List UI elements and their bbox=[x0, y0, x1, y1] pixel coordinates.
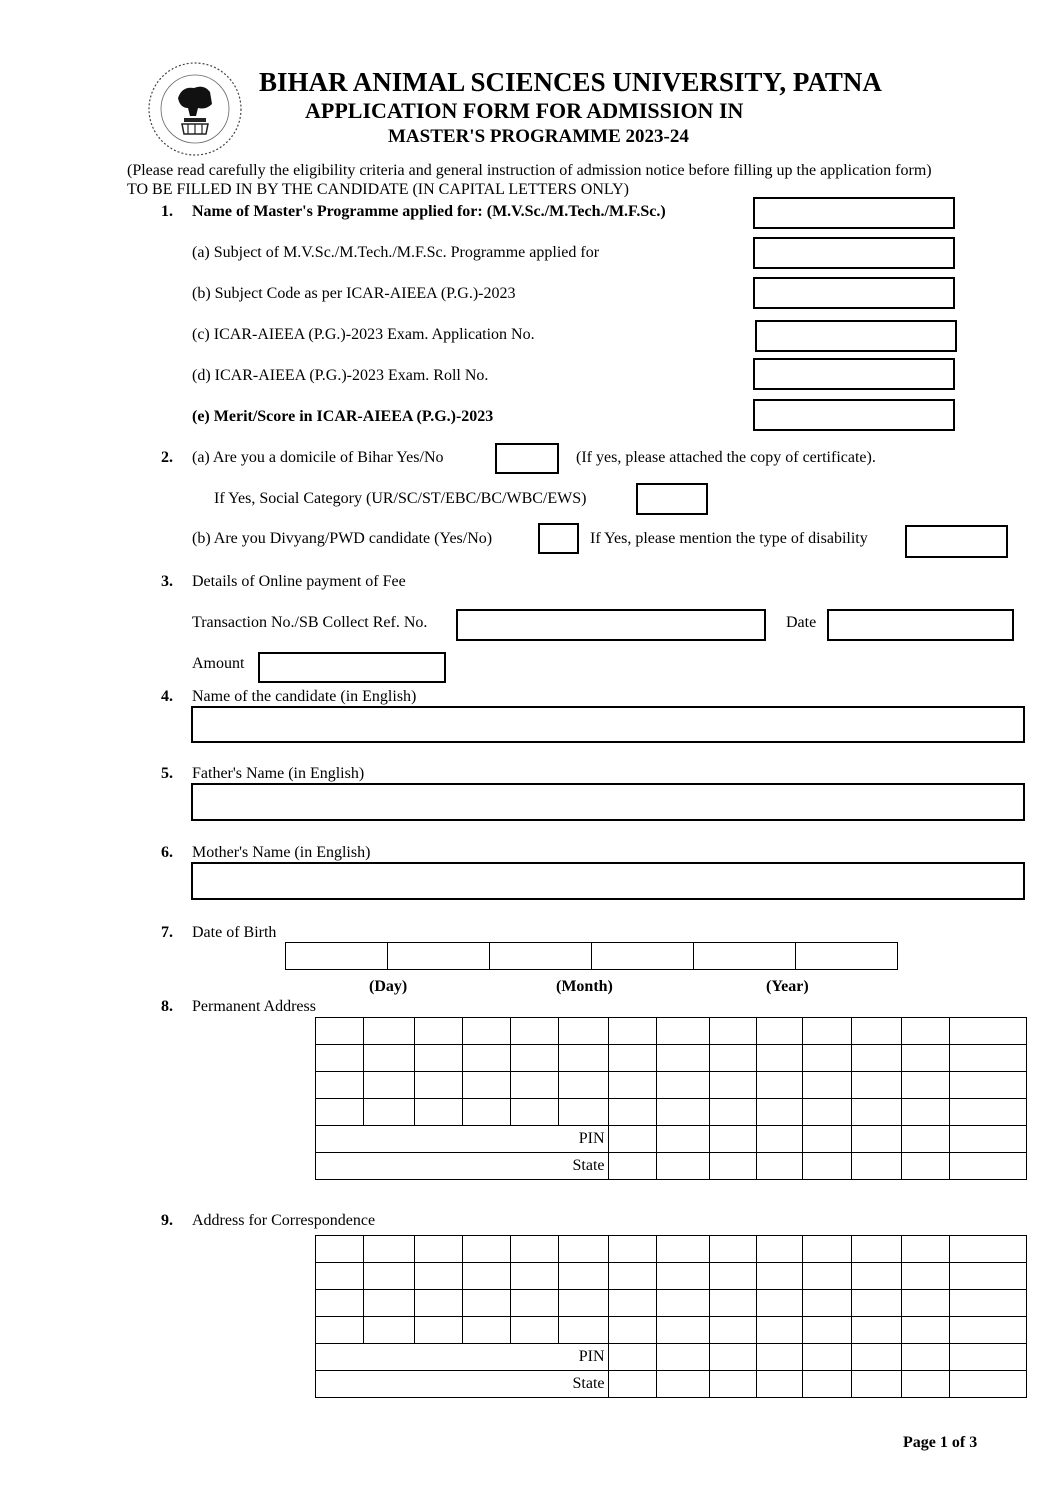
correspondence-address-char-box[interactable] bbox=[558, 1290, 608, 1317]
permanent-address-char-box[interactable] bbox=[462, 1018, 510, 1045]
date-label: Date bbox=[786, 614, 817, 631]
q3-label: Details of Online payment of Fee bbox=[192, 573, 406, 590]
permanent-address-char-box[interactable] bbox=[757, 1018, 803, 1045]
permanent-pin-box[interactable] bbox=[757, 1126, 803, 1153]
permanent-address-char-box[interactable] bbox=[462, 1045, 510, 1072]
dob-year-2[interactable] bbox=[796, 943, 898, 970]
category-label: If Yes, Social Category (UR/SC/ST/EBC/BC/WBC/EWS) bbox=[214, 490, 587, 507]
permanent-address-char-box[interactable] bbox=[363, 1072, 414, 1099]
mother-name-field[interactable] bbox=[191, 862, 1025, 900]
q2b-note: If Yes, please mention the type of disability bbox=[590, 530, 868, 547]
correspondence-address-grid bbox=[315, 1235, 1027, 1398]
permanent-address-char-box[interactable] bbox=[757, 1099, 803, 1126]
correspondence-pin-box[interactable] bbox=[710, 1344, 757, 1371]
programme-title: MASTER'S PROGRAMME 2023-24 bbox=[388, 126, 689, 147]
q1a-label: (a) Subject of M.V.Sc./M.Tech./M.F.Sc. Programme applied for bbox=[192, 244, 600, 261]
correspondence-address-char-box[interactable] bbox=[608, 1236, 657, 1263]
programme-field[interactable] bbox=[753, 197, 955, 229]
q1e-label: (e) Merit/Score in ICAR-AIEEA (P.G.)-2023 bbox=[192, 408, 494, 425]
correspondence-address-char-box[interactable] bbox=[657, 1236, 710, 1263]
permanent-address-char-box[interactable] bbox=[462, 1099, 510, 1126]
dob-year-1[interactable] bbox=[694, 943, 796, 970]
q8-number: 8. bbox=[161, 998, 173, 1015]
correspondence-address-char-box[interactable] bbox=[462, 1263, 510, 1290]
q4-number: 4. bbox=[161, 688, 173, 705]
permanent-address-char-box[interactable] bbox=[363, 1018, 414, 1045]
permanent-state-box[interactable] bbox=[608, 1153, 657, 1180]
permanent-state-box[interactable] bbox=[803, 1153, 852, 1180]
permanent-address-char-box[interactable] bbox=[852, 1018, 902, 1045]
correspondence-pin-box[interactable] bbox=[803, 1344, 852, 1371]
permanent-address-char-box[interactable] bbox=[949, 1018, 1026, 1045]
correspondence-address-char-box[interactable] bbox=[710, 1263, 757, 1290]
q9-number: 9. bbox=[161, 1212, 173, 1229]
permanent-address-char-box[interactable] bbox=[902, 1045, 950, 1072]
q2b-label: (b) Are you Divyang/PWD candidate (Yes/No) bbox=[192, 530, 493, 547]
correspondence-address-char-box[interactable] bbox=[803, 1290, 852, 1317]
correspondence-state-box[interactable] bbox=[852, 1371, 902, 1398]
permanent-address-char-box[interactable] bbox=[462, 1072, 510, 1099]
dob-grid bbox=[285, 942, 898, 970]
form-title: APPLICATION FORM FOR ADMISSION IN bbox=[305, 98, 744, 123]
permanent-address-char-box[interactable] bbox=[363, 1045, 414, 1072]
correspondence-state-box[interactable] bbox=[803, 1371, 852, 1398]
correspondence-address-char-box[interactable] bbox=[902, 1317, 950, 1344]
permanent-address-char-box[interactable] bbox=[657, 1018, 710, 1045]
correspondence-address-char-box[interactable] bbox=[710, 1290, 757, 1317]
correspondence-pin-box[interactable] bbox=[852, 1344, 902, 1371]
correspondence-address-char-box[interactable] bbox=[316, 1263, 364, 1290]
correspondence-state-box[interactable] bbox=[949, 1371, 1026, 1398]
permanent-state-box[interactable] bbox=[902, 1153, 950, 1180]
correspondence-pin-box[interactable] bbox=[608, 1344, 657, 1371]
correspondence-address-char-box[interactable] bbox=[757, 1263, 803, 1290]
correspondence-state-label: State bbox=[316, 1371, 609, 1398]
transaction-label: Transaction No./SB Collect Ref. No. bbox=[192, 614, 428, 631]
permanent-state-box[interactable] bbox=[757, 1153, 803, 1180]
permanent-address-char-box[interactable] bbox=[902, 1018, 950, 1045]
q1b-label: (b) Subject Code as per ICAR-AIEEA (P.G.)-2023 bbox=[192, 285, 516, 302]
permanent-address-char-box[interactable] bbox=[852, 1045, 902, 1072]
permanent-address-char-box[interactable] bbox=[710, 1018, 757, 1045]
correspondence-address-char-box[interactable] bbox=[710, 1236, 757, 1263]
permanent-address-char-box[interactable] bbox=[316, 1099, 364, 1126]
correspondence-state-box[interactable] bbox=[657, 1371, 710, 1398]
permanent-pin-label: PIN bbox=[316, 1126, 609, 1153]
dob-year-label: (Year) bbox=[766, 978, 809, 995]
permanent-address-char-box[interactable] bbox=[757, 1072, 803, 1099]
permanent-address-char-box[interactable] bbox=[657, 1045, 710, 1072]
q1d-label: (d) ICAR-AIEEA (P.G.)-2023 Exam. Roll No. bbox=[192, 367, 489, 384]
correspondence-address-char-box[interactable] bbox=[902, 1290, 950, 1317]
permanent-address-char-box[interactable] bbox=[608, 1072, 657, 1099]
dob-day-1[interactable] bbox=[286, 943, 388, 970]
permanent-address-char-box[interactable] bbox=[414, 1018, 462, 1045]
q2a-label: (a) Are you a domicile of Bihar Yes/No bbox=[192, 449, 444, 466]
permanent-pin-box[interactable] bbox=[803, 1126, 852, 1153]
page-number: Page 1 of 3 bbox=[903, 1434, 978, 1451]
correspondence-address-char-box[interactable] bbox=[852, 1236, 902, 1263]
permanent-address-char-box[interactable] bbox=[852, 1099, 902, 1126]
roll-no-field[interactable] bbox=[753, 358, 955, 390]
correspondence-address-char-box[interactable] bbox=[414, 1236, 462, 1263]
father-name-field[interactable] bbox=[191, 783, 1025, 821]
correspondence-address-char-box[interactable] bbox=[852, 1263, 902, 1290]
permanent-address-char-box[interactable] bbox=[558, 1072, 608, 1099]
q5-label: Father's Name (in English) bbox=[192, 765, 365, 782]
permanent-address-char-box[interactable] bbox=[803, 1099, 852, 1126]
correspondence-address-char-box[interactable] bbox=[902, 1263, 950, 1290]
correspondence-address-char-box[interactable] bbox=[608, 1290, 657, 1317]
permanent-address-char-box[interactable] bbox=[363, 1099, 414, 1126]
permanent-address-char-box[interactable] bbox=[316, 1018, 364, 1045]
permanent-address-char-box[interactable] bbox=[414, 1099, 462, 1126]
q9-label: Address for Correspondence bbox=[192, 1212, 376, 1229]
correspondence-address-char-box[interactable] bbox=[414, 1317, 462, 1344]
permanent-address-char-box[interactable] bbox=[710, 1072, 757, 1099]
permanent-address-char-box[interactable] bbox=[608, 1045, 657, 1072]
correspondence-state-box[interactable] bbox=[710, 1371, 757, 1398]
permanent-address-char-box[interactable] bbox=[803, 1018, 852, 1045]
correspondence-address-char-box[interactable] bbox=[462, 1236, 510, 1263]
permanent-address-char-box[interactable] bbox=[902, 1099, 950, 1126]
correspondence-pin-box[interactable] bbox=[902, 1344, 950, 1371]
application-no-field[interactable] bbox=[755, 320, 957, 352]
correspondence-address-char-box[interactable] bbox=[608, 1317, 657, 1344]
domicile-field[interactable] bbox=[495, 443, 559, 474]
permanent-state-box[interactable] bbox=[710, 1153, 757, 1180]
university-seal-logo bbox=[146, 60, 244, 158]
permanent-state-box[interactable] bbox=[657, 1153, 710, 1180]
subject-code-field[interactable] bbox=[753, 277, 955, 309]
permanent-state-label: State bbox=[316, 1153, 609, 1180]
correspondence-pin-box[interactable] bbox=[949, 1344, 1026, 1371]
correspondence-address-char-box[interactable] bbox=[558, 1317, 608, 1344]
q2-number: 2. bbox=[161, 449, 173, 466]
correspondence-address-char-box[interactable] bbox=[363, 1263, 414, 1290]
q2a-note: (If yes, please attached the copy of certificate). bbox=[576, 449, 876, 466]
correspondence-pin-box[interactable] bbox=[657, 1344, 710, 1371]
candidate-name-field[interactable] bbox=[191, 706, 1025, 743]
permanent-pin-box[interactable] bbox=[657, 1126, 710, 1153]
correspondence-address-char-box[interactable] bbox=[316, 1290, 364, 1317]
correspondence-address-char-box[interactable] bbox=[803, 1263, 852, 1290]
permanent-address-char-box[interactable] bbox=[558, 1045, 608, 1072]
pwd-field[interactable] bbox=[538, 523, 579, 554]
correspondence-state-box[interactable] bbox=[757, 1371, 803, 1398]
correspondence-address-char-box[interactable] bbox=[316, 1236, 364, 1263]
permanent-address-char-box[interactable] bbox=[510, 1045, 558, 1072]
permanent-address-char-box[interactable] bbox=[657, 1072, 710, 1099]
q1c-label: (c) ICAR-AIEEA (P.G.)-2023 Exam. Application No. bbox=[192, 326, 535, 343]
permanent-pin-box[interactable] bbox=[902, 1126, 950, 1153]
q3-number: 3. bbox=[161, 573, 173, 590]
q1-number: 1. bbox=[161, 203, 173, 220]
correspondence-address-char-box[interactable] bbox=[363, 1290, 414, 1317]
correspondence-address-char-box[interactable] bbox=[657, 1263, 710, 1290]
dob-day-label: (Day) bbox=[369, 978, 408, 995]
correspondence-address-char-box[interactable] bbox=[949, 1290, 1026, 1317]
correspondence-address-char-box[interactable] bbox=[949, 1317, 1026, 1344]
q7-number: 7. bbox=[161, 924, 173, 941]
correspondence-address-char-box[interactable] bbox=[902, 1236, 950, 1263]
permanent-address-char-box[interactable] bbox=[510, 1099, 558, 1126]
permanent-address-char-box[interactable] bbox=[803, 1045, 852, 1072]
dob-month-label: (Month) bbox=[556, 978, 613, 995]
permanent-address-char-box[interactable] bbox=[316, 1072, 364, 1099]
payment-date-field[interactable] bbox=[827, 609, 1014, 641]
permanent-address-char-box[interactable] bbox=[558, 1018, 608, 1045]
q1-label: Name of Master's Programme applied for: (M.V.Sc./M.Tech./M.F.Sc.) bbox=[192, 203, 666, 220]
permanent-address-grid bbox=[315, 1017, 1027, 1180]
amount-label: Amount bbox=[192, 655, 245, 672]
correspondence-pin-label: PIN bbox=[316, 1344, 609, 1371]
correspondence-address-char-box[interactable] bbox=[510, 1263, 558, 1290]
correspondence-address-char-box[interactable] bbox=[363, 1317, 414, 1344]
permanent-pin-box[interactable] bbox=[949, 1126, 1026, 1153]
correspondence-address-char-box[interactable] bbox=[316, 1317, 364, 1344]
merit-score-field[interactable] bbox=[753, 399, 955, 431]
correspondence-state-box[interactable] bbox=[608, 1371, 657, 1398]
correspondence-address-char-box[interactable] bbox=[608, 1263, 657, 1290]
permanent-address-char-box[interactable] bbox=[757, 1045, 803, 1072]
correspondence-address-char-box[interactable] bbox=[852, 1290, 902, 1317]
correspondence-address-char-box[interactable] bbox=[757, 1290, 803, 1317]
correspondence-address-char-box[interactable] bbox=[803, 1236, 852, 1263]
q4-label: Name of the candidate (in English) bbox=[192, 688, 417, 705]
correspondence-address-char-box[interactable] bbox=[558, 1236, 608, 1263]
correspondence-state-box[interactable] bbox=[902, 1371, 950, 1398]
transaction-field[interactable] bbox=[456, 609, 766, 641]
correspondence-address-char-box[interactable] bbox=[949, 1263, 1026, 1290]
correspondence-address-char-box[interactable] bbox=[414, 1290, 462, 1317]
permanent-address-char-box[interactable] bbox=[608, 1099, 657, 1126]
instruction-note: (Please read carefully the eligibility criteria and general instruction of admission notice before filling up the application form) bbox=[127, 162, 932, 179]
permanent-address-char-box[interactable] bbox=[510, 1018, 558, 1045]
subject-field[interactable] bbox=[753, 237, 955, 269]
correspondence-pin-box[interactable] bbox=[757, 1344, 803, 1371]
permanent-address-char-box[interactable] bbox=[852, 1072, 902, 1099]
correspondence-address-char-box[interactable] bbox=[510, 1317, 558, 1344]
permanent-pin-box[interactable] bbox=[852, 1126, 902, 1153]
q5-number: 5. bbox=[161, 765, 173, 782]
dob-month-2[interactable] bbox=[592, 943, 694, 970]
permanent-address-char-box[interactable] bbox=[710, 1045, 757, 1072]
correspondence-address-char-box[interactable] bbox=[363, 1236, 414, 1263]
disability-type-field[interactable] bbox=[905, 525, 1008, 558]
university-title: BIHAR ANIMAL SCIENCES UNIVERSITY, PATNA bbox=[259, 67, 882, 97]
permanent-pin-box[interactable] bbox=[710, 1126, 757, 1153]
permanent-address-char-box[interactable] bbox=[949, 1099, 1026, 1126]
permanent-address-char-box[interactable] bbox=[316, 1045, 364, 1072]
dob-month-1[interactable] bbox=[490, 943, 592, 970]
correspondence-address-char-box[interactable] bbox=[757, 1236, 803, 1263]
correspondence-address-char-box[interactable] bbox=[414, 1263, 462, 1290]
fill-note: TO BE FILLED IN BY THE CANDIDATE (IN CAPITAL LETTERS ONLY) bbox=[127, 181, 629, 198]
permanent-address-char-box[interactable] bbox=[803, 1072, 852, 1099]
q7-label: Date of Birth bbox=[192, 924, 277, 941]
permanent-address-char-box[interactable] bbox=[902, 1072, 950, 1099]
dob-day-2[interactable] bbox=[388, 943, 490, 970]
correspondence-address-char-box[interactable] bbox=[803, 1317, 852, 1344]
q6-number: 6. bbox=[161, 844, 173, 861]
correspondence-address-char-box[interactable] bbox=[710, 1317, 757, 1344]
correspondence-address-char-box[interactable] bbox=[558, 1263, 608, 1290]
permanent-address-char-box[interactable] bbox=[710, 1099, 757, 1126]
correspondence-address-char-box[interactable] bbox=[949, 1236, 1026, 1263]
permanent-pin-box[interactable] bbox=[608, 1126, 657, 1153]
permanent-address-char-box[interactable] bbox=[608, 1018, 657, 1045]
correspondence-address-char-box[interactable] bbox=[657, 1317, 710, 1344]
permanent-address-char-box[interactable] bbox=[414, 1045, 462, 1072]
correspondence-address-char-box[interactable] bbox=[757, 1317, 803, 1344]
permanent-address-char-box[interactable] bbox=[949, 1072, 1026, 1099]
amount-field[interactable] bbox=[258, 652, 446, 683]
category-field[interactable] bbox=[636, 483, 708, 515]
permanent-address-char-box[interactable] bbox=[949, 1045, 1026, 1072]
correspondence-address-char-box[interactable] bbox=[462, 1290, 510, 1317]
correspondence-address-char-box[interactable] bbox=[852, 1317, 902, 1344]
correspondence-address-char-box[interactable] bbox=[510, 1236, 558, 1263]
permanent-address-char-box[interactable] bbox=[558, 1099, 608, 1126]
correspondence-address-char-box[interactable] bbox=[510, 1290, 558, 1317]
permanent-state-box[interactable] bbox=[949, 1153, 1026, 1180]
correspondence-address-char-box[interactable] bbox=[462, 1317, 510, 1344]
permanent-address-char-box[interactable] bbox=[414, 1072, 462, 1099]
q8-label: Permanent Address bbox=[192, 998, 316, 1015]
permanent-state-box[interactable] bbox=[852, 1153, 902, 1180]
q6-label: Mother's Name (in English) bbox=[192, 844, 371, 861]
permanent-address-char-box[interactable] bbox=[657, 1099, 710, 1126]
correspondence-address-char-box[interactable] bbox=[657, 1290, 710, 1317]
permanent-address-char-box[interactable] bbox=[510, 1072, 558, 1099]
